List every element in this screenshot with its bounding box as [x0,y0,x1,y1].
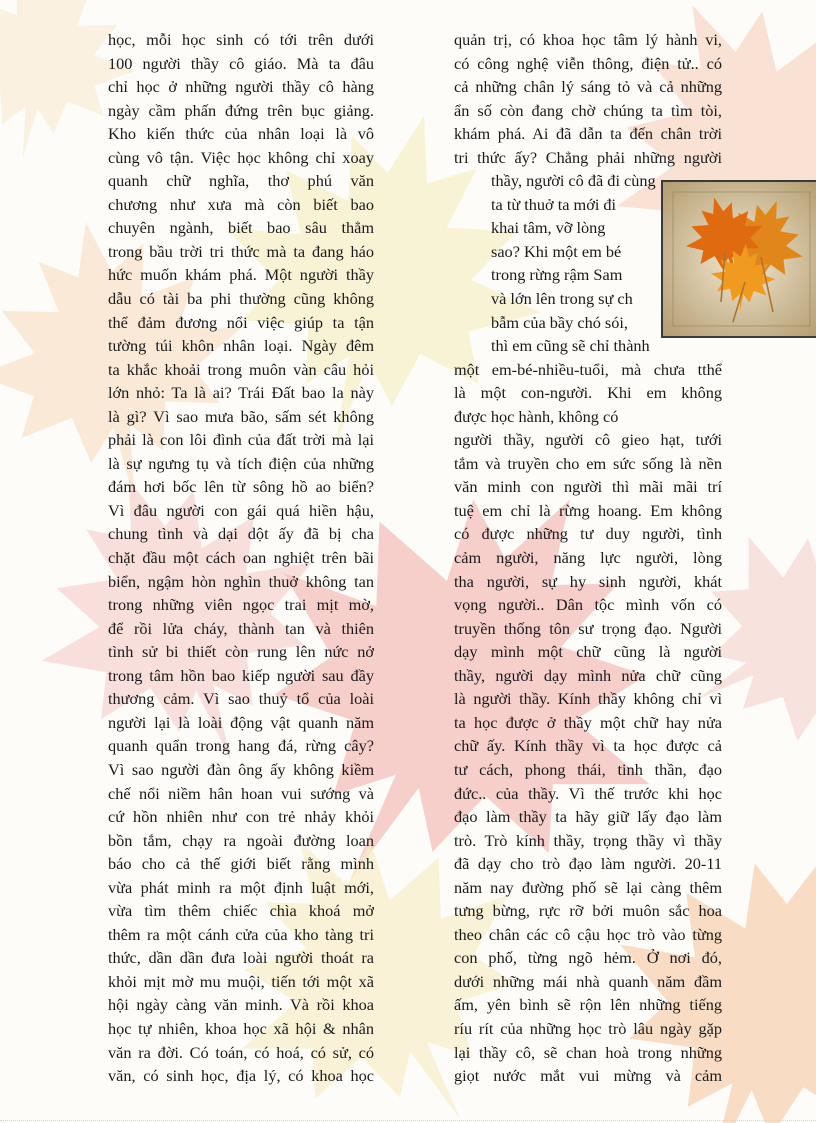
maple-leaves-photo [661,180,816,338]
text-line: đã dạy cho trò đạo làm người. 20-11 [454,854,722,874]
text-line: chỉ học ở những người thầy cô hàng [108,77,374,97]
text-line: trong những viên ngọc trai mịt mờ, [108,595,374,615]
text-line: văn, có sinh học, địa lý, có khoa học [108,1066,374,1086]
text-line: lớn nhỏ: Ta là ai? Trái Đất bao la này [108,383,374,403]
text-line: ta khắc khoải trong muôn vàn câu hỏi [108,359,374,379]
text-line: bẫm của bầy chó sói, [491,312,628,332]
text-line: là sự ngưng tụ và tích điện của những [108,453,374,473]
text-line: cùng vô tận. Việc học không chỉ xoay [108,147,374,167]
text-line: đức.. của thầy. Vì thế trước khi học [454,783,722,803]
text-line: ríu rít của những học trò lâu ngày gặp [454,1018,722,1038]
text-line: dẫu có tài ba phi thường cũng không [108,289,374,309]
text-line: trong tâm hồn bao kiếp người sau đầy [108,665,374,685]
text-line: văn minh con người thì mãi mãi trí [454,477,722,497]
text-line: chế nổi niềm hân hoan vui sướng và [108,783,374,803]
text-line: trò. Trò kính thầy, trọng thầy vì thầy [454,830,722,850]
text-line: người thầy, người cô gieo hạt, tưới [454,430,722,450]
text-line: trong bầu trời tri thức mà ta đang háo [108,241,374,261]
text-line: bồn tắm, chạy ra ngoài đường loan [108,830,374,850]
text-line: hội ngày càng văn minh. Và rồi khoa [108,995,374,1015]
left-text-column [108,28,374,1088]
text-line: có được những tư duy người, tình [454,524,722,544]
text-line: để rồi lửa cháy, thành tan và thiên [108,618,374,638]
text-line: vừa phát minh ra một định luật mới, [108,877,374,897]
text-line: trong rừng rậm Sam [491,265,623,285]
text-line: là người thầy. Kính thầy không chỉ vì [454,689,722,709]
text-line: Kho kiến thức của nhân loại là vô [108,124,374,144]
text-line: thương cảm. Vì sao thuỷ tổ của loài [108,689,374,709]
text-line: ta từ thuở ta mới đi [491,194,617,214]
text-line: thức, dần dần đưa loài người thoát ra [108,948,374,968]
text-line: theo chân các cô cậu học trò vào từng [454,924,722,944]
text-line: Vì sao người đàn ông ấy không kiềm [108,759,374,779]
text-line: cảm người, năng lực người, lòng [454,548,722,568]
text-line: cứ hồn nhiên như con trẻ nhảy khỏi [108,807,374,827]
text-line: thêm ra một cánh cửa của kho tàng tri [108,924,374,944]
text-line: quanh chữ nghĩa, thơ phú văn [108,171,374,191]
text-line: người lại là loài động vật quanh năm [108,712,374,732]
text-line: là gì? Vì sao mưa bão, sấm sét không [108,406,374,426]
text-line: giọt nước mắt vui mừng và cảm [454,1066,722,1086]
text-line: chương như xưa mà còn biết bao [108,194,374,214]
text-line: được học hành, không có [454,406,619,426]
text-line: học, mỗi học sinh có tới trên dưới [108,30,374,49]
text-line: vừa tìm thêm chiếc chìa khoá mở [108,901,374,921]
text-line: truyền thống tôn sư trọng đạo. Người [454,618,722,638]
text-line: chuyên ngành, biết bao sâu thẳm [108,218,374,238]
text-line: hức muốn khám phá. Một người thầy [108,265,374,285]
right-column-top [454,28,722,169]
text-line: báo cho cả thế giới biết rằng mình [108,854,374,874]
text-line: khỏi mịt mờ mu muội, tiến tới một xã [108,971,374,991]
text-line: chữ ấy. Kính thầy vì ta học được cả [454,736,722,756]
text-line: tha người, sự hy sinh người, khát [454,571,722,591]
text-line: đám hơi bốc lên từ sông hồ ao biển? [108,477,374,497]
text-line: quản trị, có khoa học tâm lý hành vi, [454,30,722,49]
text-line: thầy, người cô đã đi cùng [491,171,656,191]
page-bottom-divider [0,1120,816,1122]
text-line: tri thức ấy? Chẳng phải những người [454,147,722,167]
text-line: có công nghệ viễn thông, điện tử.. có [454,53,722,73]
text-line: ta học được ở thầy một chữ hay nửa [454,712,722,732]
text-line: thầy, người dạy mình nửa chữ cũng [454,665,722,685]
text-line: con phố, từng ngõ hẻm. Ở nơi đó, [454,948,722,968]
text-line: biển, ngậm hòn nghìn thuở không tan [108,571,374,591]
text-line: đạo làm thầy ta hãy giữ lấy đạo làm [454,807,722,827]
maple-leaf-icon [663,182,816,336]
text-line: thì em cũng sẽ chỉ thành [491,336,650,356]
text-line: khai tâm, vỡ lòng [491,218,606,238]
text-line: phải là con lôi đình của đất trời mà lại [108,430,374,450]
text-line: tư cách, phong thái, tinh thần, đạo [454,759,722,779]
text-line: Vì đâu người con gái quá hiền hậu, [108,500,374,520]
text-line: tưng bừng, rực rỡ bởi muôn sắc hoa [454,901,722,921]
right-column-bottom [454,358,722,1088]
text-line: tuệ em chỉ là rừng hoang. Em không [454,500,722,520]
text-line: học tự nhiên, khoa học xã hội & nhân [108,1018,374,1038]
text-line: và lớn lên trong sự ch [491,289,633,309]
text-line: ấm, yên bình sẽ rộn lên những tiếng [454,995,722,1015]
text-line: văn ra đời. Có toán, có hoá, có sử, có [108,1042,374,1062]
text-line: quanh quẩn trong hang đá, rừng cây? [108,736,374,756]
text-line: chung tình và dại dột ấy đã bị cha [108,524,374,544]
text-line: dạy mình một chữ cũng là người [454,642,722,662]
text-line: vọng người.. Dân tộc mình vốn có [454,595,722,615]
text-line: năm nay đường phố sẽ lại càng thêm [454,877,722,897]
text-line: tình sử bi thiết còn rung lên nức nở [108,642,374,662]
text-line: là một con-người. Khi em không [454,383,722,403]
text-line: lại thầy cô, sẽ chan hoà trong những [454,1042,722,1062]
text-line: sao? Khi một em bé [491,241,622,261]
text-line: ẩn số còn đang chờ chúng ta tìm tòi, [454,100,722,120]
text-line: dưới những mái nhà quanh năm đầm [454,971,722,991]
text-line: tắm và truyền cho em sức sống là nền [454,453,722,473]
text-line: chặt đầu một cách oan nghiệt trên bãi [108,548,374,568]
text-line: ngày cầm phấn đứng trên bục giảng. [108,100,374,120]
text-line: khám phá. Ai đã dẫn ta đến chân trời [454,124,722,144]
text-line: thể đảm đương nổi việc giúp ta tận [108,312,374,332]
text-line: cả những chân lý sáng tỏ và cả những [454,77,722,97]
text-line: một em-bé-nhiều-tuổi, mà chưa tthể [454,359,722,379]
text-line: tường túi khôn nhân loại. Ngày đêm [108,336,374,356]
text-line: 100 người thầy cô giáo. Mà ta đâu [108,53,374,73]
